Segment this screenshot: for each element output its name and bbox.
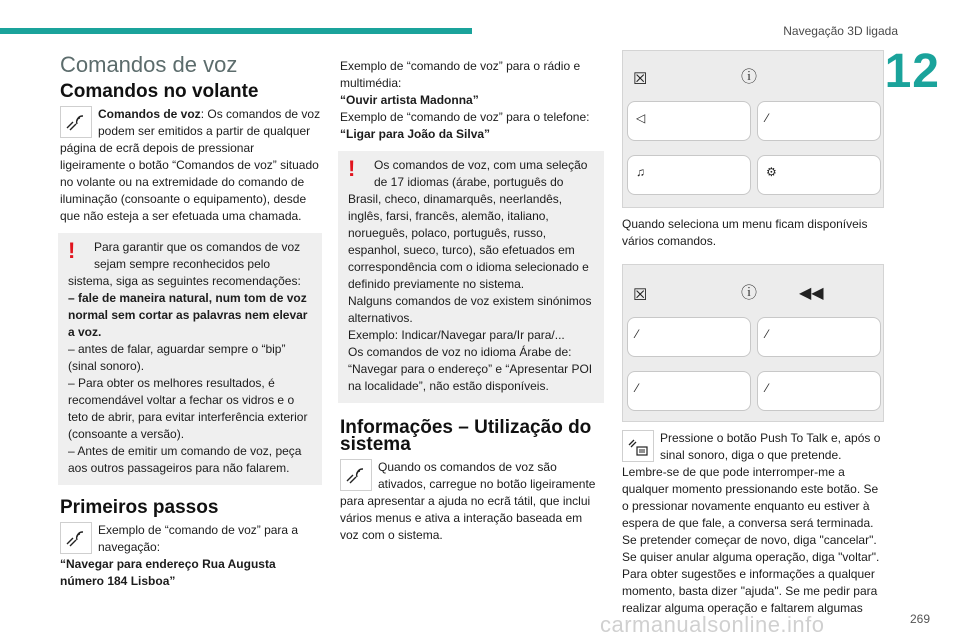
close-icon[interactable]: ☒ [633,287,648,304]
page-heading: Comandos de voz [60,52,238,77]
chapter-number: 12 [884,45,940,98]
heading-system-info: Informações – Utilização do sistema [340,417,592,455]
music-icon: ♫ [636,165,645,179]
phone-example-text: Exemplo de “comando de voz” para o telefone: [340,110,590,124]
menu-button-music[interactable] [627,155,751,195]
body-text: Lembre-se de que pode interromper-me a qualquer momento pressionando este botão. Se o pressionar novamente enquanto eu estiver à espera de que fale, a conversa será terminada. [622,465,879,530]
phone-icon: ⁄ [766,111,769,125]
warning-intro: Para garantir que os comandos de voz sejam sempre reconhecidos pelo sistema, siga as seguintes recomendações: [68,240,301,288]
screen-caption: Quando seleciona um menu ficam disponíveis vários comandos. [622,217,868,248]
help-screen-main [622,50,884,208]
warning-box [58,233,322,485]
warning-text: Os comandos de voz no idioma Árabe de: “Navegar para o endereço” e “Apresentar POI na localidade”, não estão disponíveis. [348,345,593,393]
menu-button-settings[interactable] [757,155,881,195]
warning-text: Nalguns comandos de voz existem sinónimos alternativos. [348,294,592,325]
voice-command-icon [60,106,92,138]
warning-item: – Para obter os melhores resultados, é recomendável voltar a fechar os vidros e o teto de abrir, para evitar interferência exterior (consoante a versão). [68,376,308,441]
command-button[interactable] [627,371,751,411]
voice-command-icon [60,522,92,554]
command-icon: ⁄ [766,381,769,395]
heading-first-steps: Primeiros passos [60,497,219,518]
warning-icon: ! [68,238,76,263]
navigation-icon: ◁ [636,111,646,125]
menu-button-phone[interactable] [757,101,881,141]
radio-example-text: Exemplo de “comando de voz” para o rádio e multimédia: [340,59,581,90]
command-button[interactable] [627,317,751,357]
command-button[interactable] [757,317,881,357]
info-icon[interactable]: ⓘ [741,285,758,302]
push-to-talk-paragraph: Pressione o botão Push To Talk e, após o sinal sonoro, diga o que pretende. [622,430,884,464]
body-text: Para obter sugestões e informações a qualquer momento, basta dizer "ajuda". Se me pedir para realizar alguma operação e faltarem algumas [622,567,878,615]
voice-commands-text: Os comandos de voz podem ser emitidos a partir de qualquer página de ecrã depois de pressionar ligeiramente o botão “Comandos de voz” situado no volante ou na extremidade do comando de iluminação (consoante o equipamento), desde que não esteja a ser efetuada uma chamada. [60,107,321,223]
column-right [622,50,884,617]
warning-item: – Antes de emitir um comando de voz, peça aos outros passageiros para não falarem. [68,444,302,475]
first-steps-paragraph [60,522,322,590]
warning-item: – antes de falar, aguardar sempre o “bip” (sinal sonoro). [68,342,286,373]
warning-text: Exemplo: Indicar/Navegar para/Ir para/... [348,328,565,342]
warning-icon: ! [348,156,356,181]
heading-steering-commands: Comandos no volante [60,81,259,102]
navigation-example: “Navegar para endereço Rua Augusta número 184 Lisboa” [60,557,276,588]
top-accent-bar [0,28,472,34]
help-screen-submenu [622,264,884,422]
command-icon: ⁄ [636,381,639,395]
first-steps-text: Exemplo de “comando de voz” para a navegação: [98,523,299,554]
section-title: Navegação 3D ligada [783,24,898,38]
column-middle [340,58,604,544]
warning-item: – fale de maneira natural, num tom de voz normal sem cortar as palavras nem elevar a voz. [68,291,308,339]
voice-commands-label: Comandos de voz [98,107,201,121]
voice-command-icon [340,459,372,491]
radio-example: “Ouvir artista Madonna” [340,93,479,107]
settings-icon: ⚙ [766,165,777,179]
page-number: 269 [909,612,930,626]
steering-voice-paragraph: Comandos de voz: Os comandos de voz podem ser emitidos a partir de qualquer página de ecrã depois de pressionar ligeiramente o botão “Comandos de voz” situado no volante ou na extremidade do comando de iluminação (consoante o equipamento), desde que não esteja a ser efetuada uma chamada. [60,107,321,223]
command-icon: ⁄ [766,327,769,341]
command-button[interactable] [757,371,881,411]
close-icon[interactable]: ☒ [633,71,648,88]
column-left [60,52,322,590]
body-text: Se quiser anular alguma operação, diga "voltar". [622,550,880,564]
phone-example: “Ligar para João da Silva” [340,127,491,141]
language-warning-box [338,151,604,403]
command-icon: ⁄ [636,327,639,341]
back-icon[interactable]: ◀◀ [799,285,824,302]
warning-text: Os comandos de voz, com uma seleção de 17 idiomas (árabe, português do Brasil, checo, dinamarquês, neerlandês, inglês, farsi, francês, alemão, italiano, norueguês, polaco, português, russo, espanhol, sueco, turco), são efetuados em correspondência com o idioma selecionado e definido previamente no sistema. [348,158,589,291]
body-text: Se pretender começar de novo, diga "cancelar". [622,533,877,547]
menu-button-navigation[interactable] [627,101,751,141]
push-to-talk-icon [622,430,654,462]
info-icon[interactable]: ⓘ [741,69,758,86]
watermark: carmanualsonline.info [600,612,825,637]
system-info-paragraph: Quando os comandos de voz são ativados, carregue no botão ligeiramente para apresentar a ajuda no ecrã tátil, que inclui vários menus e ativa a interação baseada em voz com o sistema. [340,460,596,542]
